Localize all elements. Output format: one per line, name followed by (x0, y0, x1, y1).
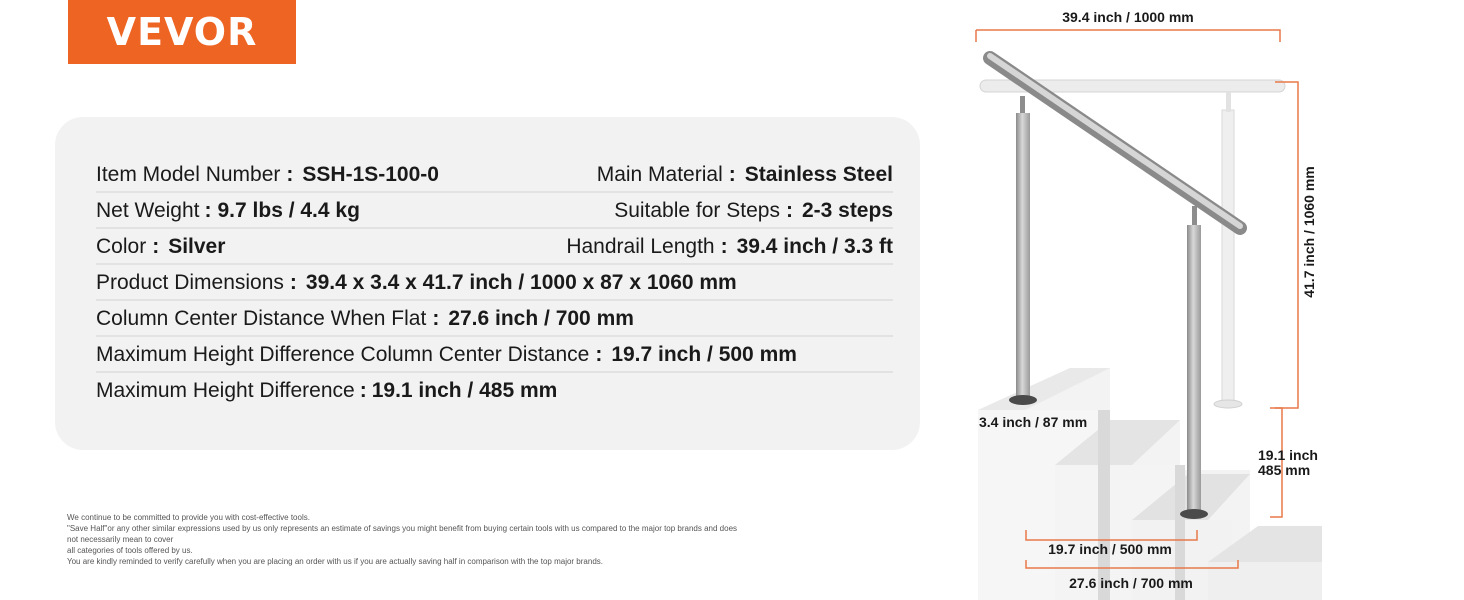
logo-text: VEVOR (106, 10, 258, 54)
spec-row-maxdiff-distance (96, 337, 893, 373)
height-difference-label-mm: 485 mm (1258, 462, 1311, 478)
spec-separator: : (728, 163, 736, 186)
spec-label: Handrail Length (566, 235, 715, 258)
width-dimension-label: 39.4 inch / 1000 mm (1062, 9, 1194, 25)
spec-value: Stainless Steel (744, 163, 893, 186)
spec-flat-distance (96, 307, 634, 331)
spec-label: Maximum Height Difference Column Center Distance (96, 343, 590, 366)
spec-value: 39.4 inch / 3.3 ft (736, 235, 893, 258)
height-difference-label: 19.1 inch (1258, 447, 1318, 463)
spec-color (96, 235, 225, 259)
spec-material (597, 163, 893, 187)
spec-separator: : (289, 271, 297, 294)
spec-maxdiff (96, 379, 557, 403)
disclaimer (67, 512, 827, 567)
step-distance-label: 19.7 inch / 500 mm (1048, 541, 1172, 557)
spec-value: 27.6 inch / 700 mm (448, 307, 634, 330)
spec-row-dimensions (96, 265, 893, 301)
spec-model (96, 163, 439, 187)
spec-separator: : (286, 163, 294, 186)
spec-label: Product Dimensions (96, 271, 284, 294)
spec-label: Net Weight (96, 199, 200, 222)
spec-label: Main Material (596, 163, 723, 186)
vevor-logo (68, 0, 296, 64)
spec-value: 39.4 x 3.4 x 41.7 inch / 1000 x 87 x 1060 mm (305, 271, 737, 294)
spec-separator: : (720, 235, 728, 258)
handrail-diagram (940, 0, 1460, 600)
spec-label: Column Center Distance When Flat (96, 307, 427, 330)
spec-separator: : (204, 199, 212, 222)
spec-steps (614, 199, 893, 223)
spec-value: 19.7 inch / 500 mm (611, 343, 797, 366)
spec-separator: : (359, 379, 367, 402)
spec-label: Item Model Number (96, 163, 281, 186)
left-post (1009, 96, 1037, 405)
spec-label: Maximum Height Difference (96, 379, 355, 402)
disclaimer-line: not necessarily mean to cover (67, 535, 174, 544)
spec-separator: : (595, 343, 603, 366)
spec-weight (96, 199, 360, 223)
spec-label: Color (96, 235, 147, 258)
spec-separator: : (152, 235, 160, 258)
disclaimer-line: all categories of tools offered by us. (67, 546, 193, 555)
spec-row-maxdiff (96, 373, 893, 409)
disclaimer-line: We continue to be committed to provide you with cost-effective tools. (67, 513, 310, 522)
spec-row-model (96, 157, 893, 193)
spec-value: Silver (168, 235, 226, 258)
spec-row-color (96, 229, 893, 265)
spec-maxdiff-distance (96, 343, 797, 367)
spec-separator: : (432, 307, 440, 330)
spec-value: 9.7 lbs / 4.4 kg (217, 199, 360, 222)
spec-separator: : (785, 199, 793, 222)
spec-handrail-length (566, 235, 893, 259)
spec-value: 19.1 inch / 485 mm (371, 379, 558, 402)
spec-row-flat-distance (96, 301, 893, 337)
spec-card (55, 117, 920, 450)
disclaimer-line: "Save Half"or any other similar expressions used by us only represents an estimate of savings you might benefit from buying certain tools with us compared to the major top brands and does (67, 524, 738, 533)
spec-row-weight (96, 193, 893, 229)
spec-value: 2-3 steps (801, 199, 893, 222)
base-dimension-label: 3.4 inch / 87 mm (979, 414, 1088, 430)
spec-label: Suitable for Steps (614, 199, 780, 222)
spec-value: SSH-1S-100-0 (302, 163, 439, 186)
flat-distance-label: 27.6 inch / 700 mm (1069, 575, 1193, 591)
height-dimension-label: 41.7 inch / 1060 mm (1301, 166, 1317, 298)
disclaimer-line: You are kindly reminded to verify carefully when you are placing an order with us if you are actually saving half in comparison with the top major brands. (67, 557, 603, 566)
spec-dimensions (96, 271, 737, 295)
